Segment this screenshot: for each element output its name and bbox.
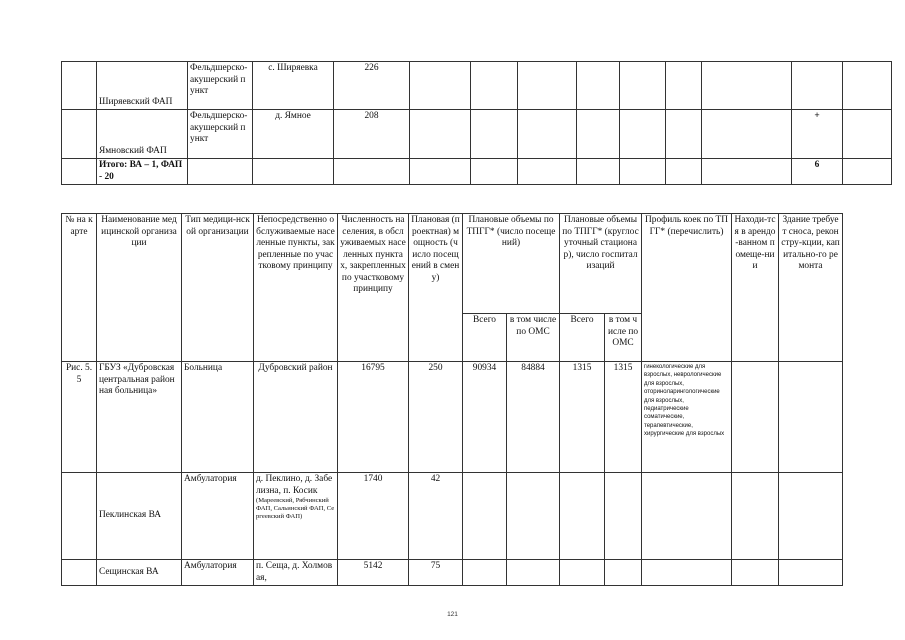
visits-total bbox=[463, 473, 507, 560]
header-building: Здание требует сноса, реконстру-кции, капитально-го ремонта bbox=[779, 214, 843, 362]
table-row bbox=[62, 62, 892, 110]
top-table bbox=[61, 61, 892, 185]
bed-profile bbox=[642, 473, 732, 560]
served-area: с. Ширяевка bbox=[253, 62, 334, 110]
total-label: Итого: ВА – 1, ФАП - 20 bbox=[97, 159, 188, 185]
org-name: Ширяевский ФАП bbox=[97, 62, 188, 110]
header-hosp-total: Всего bbox=[560, 314, 605, 362]
org-name: Сещинская ВА bbox=[97, 560, 182, 586]
header-capacity: Плановая (проектная) мощность (число посещений в смену) bbox=[409, 214, 463, 362]
header-served: Непосредственно обслуживаемые населенные пункты, закрепленные по участковому принципу bbox=[254, 214, 338, 362]
served-area bbox=[254, 560, 338, 586]
served-places: д. Пеклино, д. Забелизна, п. Косик bbox=[256, 474, 333, 496]
header-type: Тип медици-нской организации bbox=[182, 214, 254, 362]
header-hospital: Плановые объемы по ТПГГ* (круглосуточный стационар), число госпитализаций bbox=[560, 214, 642, 314]
served-note: (Мареевский, Рябчинский ФАП, Сальинский ФАП, Сергеевский ФАП) bbox=[256, 497, 335, 521]
hosp-total: 1315 bbox=[560, 362, 605, 473]
header-visits-total: Всего bbox=[463, 314, 507, 362]
header-row bbox=[62, 214, 843, 314]
row-num bbox=[62, 560, 97, 586]
hosp-oms bbox=[605, 560, 642, 586]
org-type: Амбулатория bbox=[182, 560, 254, 586]
table-row bbox=[62, 560, 843, 586]
org-name: Пеклинская ВА bbox=[97, 473, 182, 560]
header-name: Наименование медицинской организации bbox=[97, 214, 182, 362]
total-row bbox=[62, 159, 892, 185]
capacity: 250 bbox=[409, 362, 463, 473]
served-area bbox=[254, 473, 338, 560]
capacity: 75 bbox=[409, 560, 463, 586]
org-name: ГБУЗ «Дубровская центральная районная больница» bbox=[97, 362, 182, 473]
header-num: № на карте bbox=[62, 214, 97, 362]
header-hosp-oms: в том числе по ОМС bbox=[605, 314, 642, 362]
population: 226 bbox=[334, 62, 410, 110]
rented-mark: + bbox=[792, 110, 843, 159]
hosp-total bbox=[560, 473, 605, 560]
org-type: Больница bbox=[182, 362, 254, 473]
total-mark: 6 bbox=[792, 159, 843, 185]
row-num bbox=[62, 473, 97, 560]
header-visits-oms: в том числе по ОМС bbox=[507, 314, 560, 362]
org-type: Фельдшерско-акушерский пункт bbox=[188, 62, 253, 110]
header-rented: Находи-тся в арендо-ванном помеще-нии bbox=[732, 214, 779, 362]
population: 16795 bbox=[338, 362, 409, 473]
org-type: Фельдшерско-акушерский пункт bbox=[188, 110, 253, 159]
hosp-oms: 1315 bbox=[605, 362, 642, 473]
row-num: Рис. 5.5 bbox=[62, 362, 97, 473]
served-area: д. Ямное bbox=[253, 110, 334, 159]
visits-oms bbox=[507, 560, 560, 586]
population: 5142 bbox=[338, 560, 409, 586]
org-type: Амбулатория bbox=[182, 473, 254, 560]
served-places: п. Сеща, д. Холмовая, bbox=[256, 561, 333, 583]
population: 208 bbox=[334, 110, 410, 159]
table-row bbox=[62, 110, 892, 159]
header-population: Численность населения, в обслуживаемых населенных пунктах, закрепленных по участковому принципу bbox=[338, 214, 409, 362]
page-number: 121 bbox=[447, 611, 458, 618]
table-row bbox=[62, 473, 843, 560]
org-name: Ямновский ФАП bbox=[97, 110, 188, 159]
served-area bbox=[254, 362, 338, 473]
capacity: 42 bbox=[409, 473, 463, 560]
hosp-oms bbox=[605, 473, 642, 560]
rented-mark bbox=[792, 62, 843, 110]
served-places: Дубровский район bbox=[258, 363, 333, 373]
visits-total bbox=[463, 560, 507, 586]
visits-oms bbox=[507, 473, 560, 560]
header-visits: Плановые объемы по ТПГГ* (число посещений) bbox=[463, 214, 560, 314]
visits-total: 90934 bbox=[463, 362, 507, 473]
table-row bbox=[62, 362, 843, 473]
bed-profile bbox=[642, 560, 732, 586]
visits-oms: 84884 bbox=[507, 362, 560, 473]
header-profile: Профиль коек по ТПГГ* (перечислить) bbox=[642, 214, 732, 362]
main-table bbox=[61, 213, 843, 586]
hosp-total bbox=[560, 560, 605, 586]
bed-profile: гинекологические для взрослых, неврологические для взрослых, оториноларингологические для взрослых, педиатрические соматические, терапевтические, хирургические для взрослых bbox=[642, 362, 732, 473]
population: 1740 bbox=[338, 473, 409, 560]
